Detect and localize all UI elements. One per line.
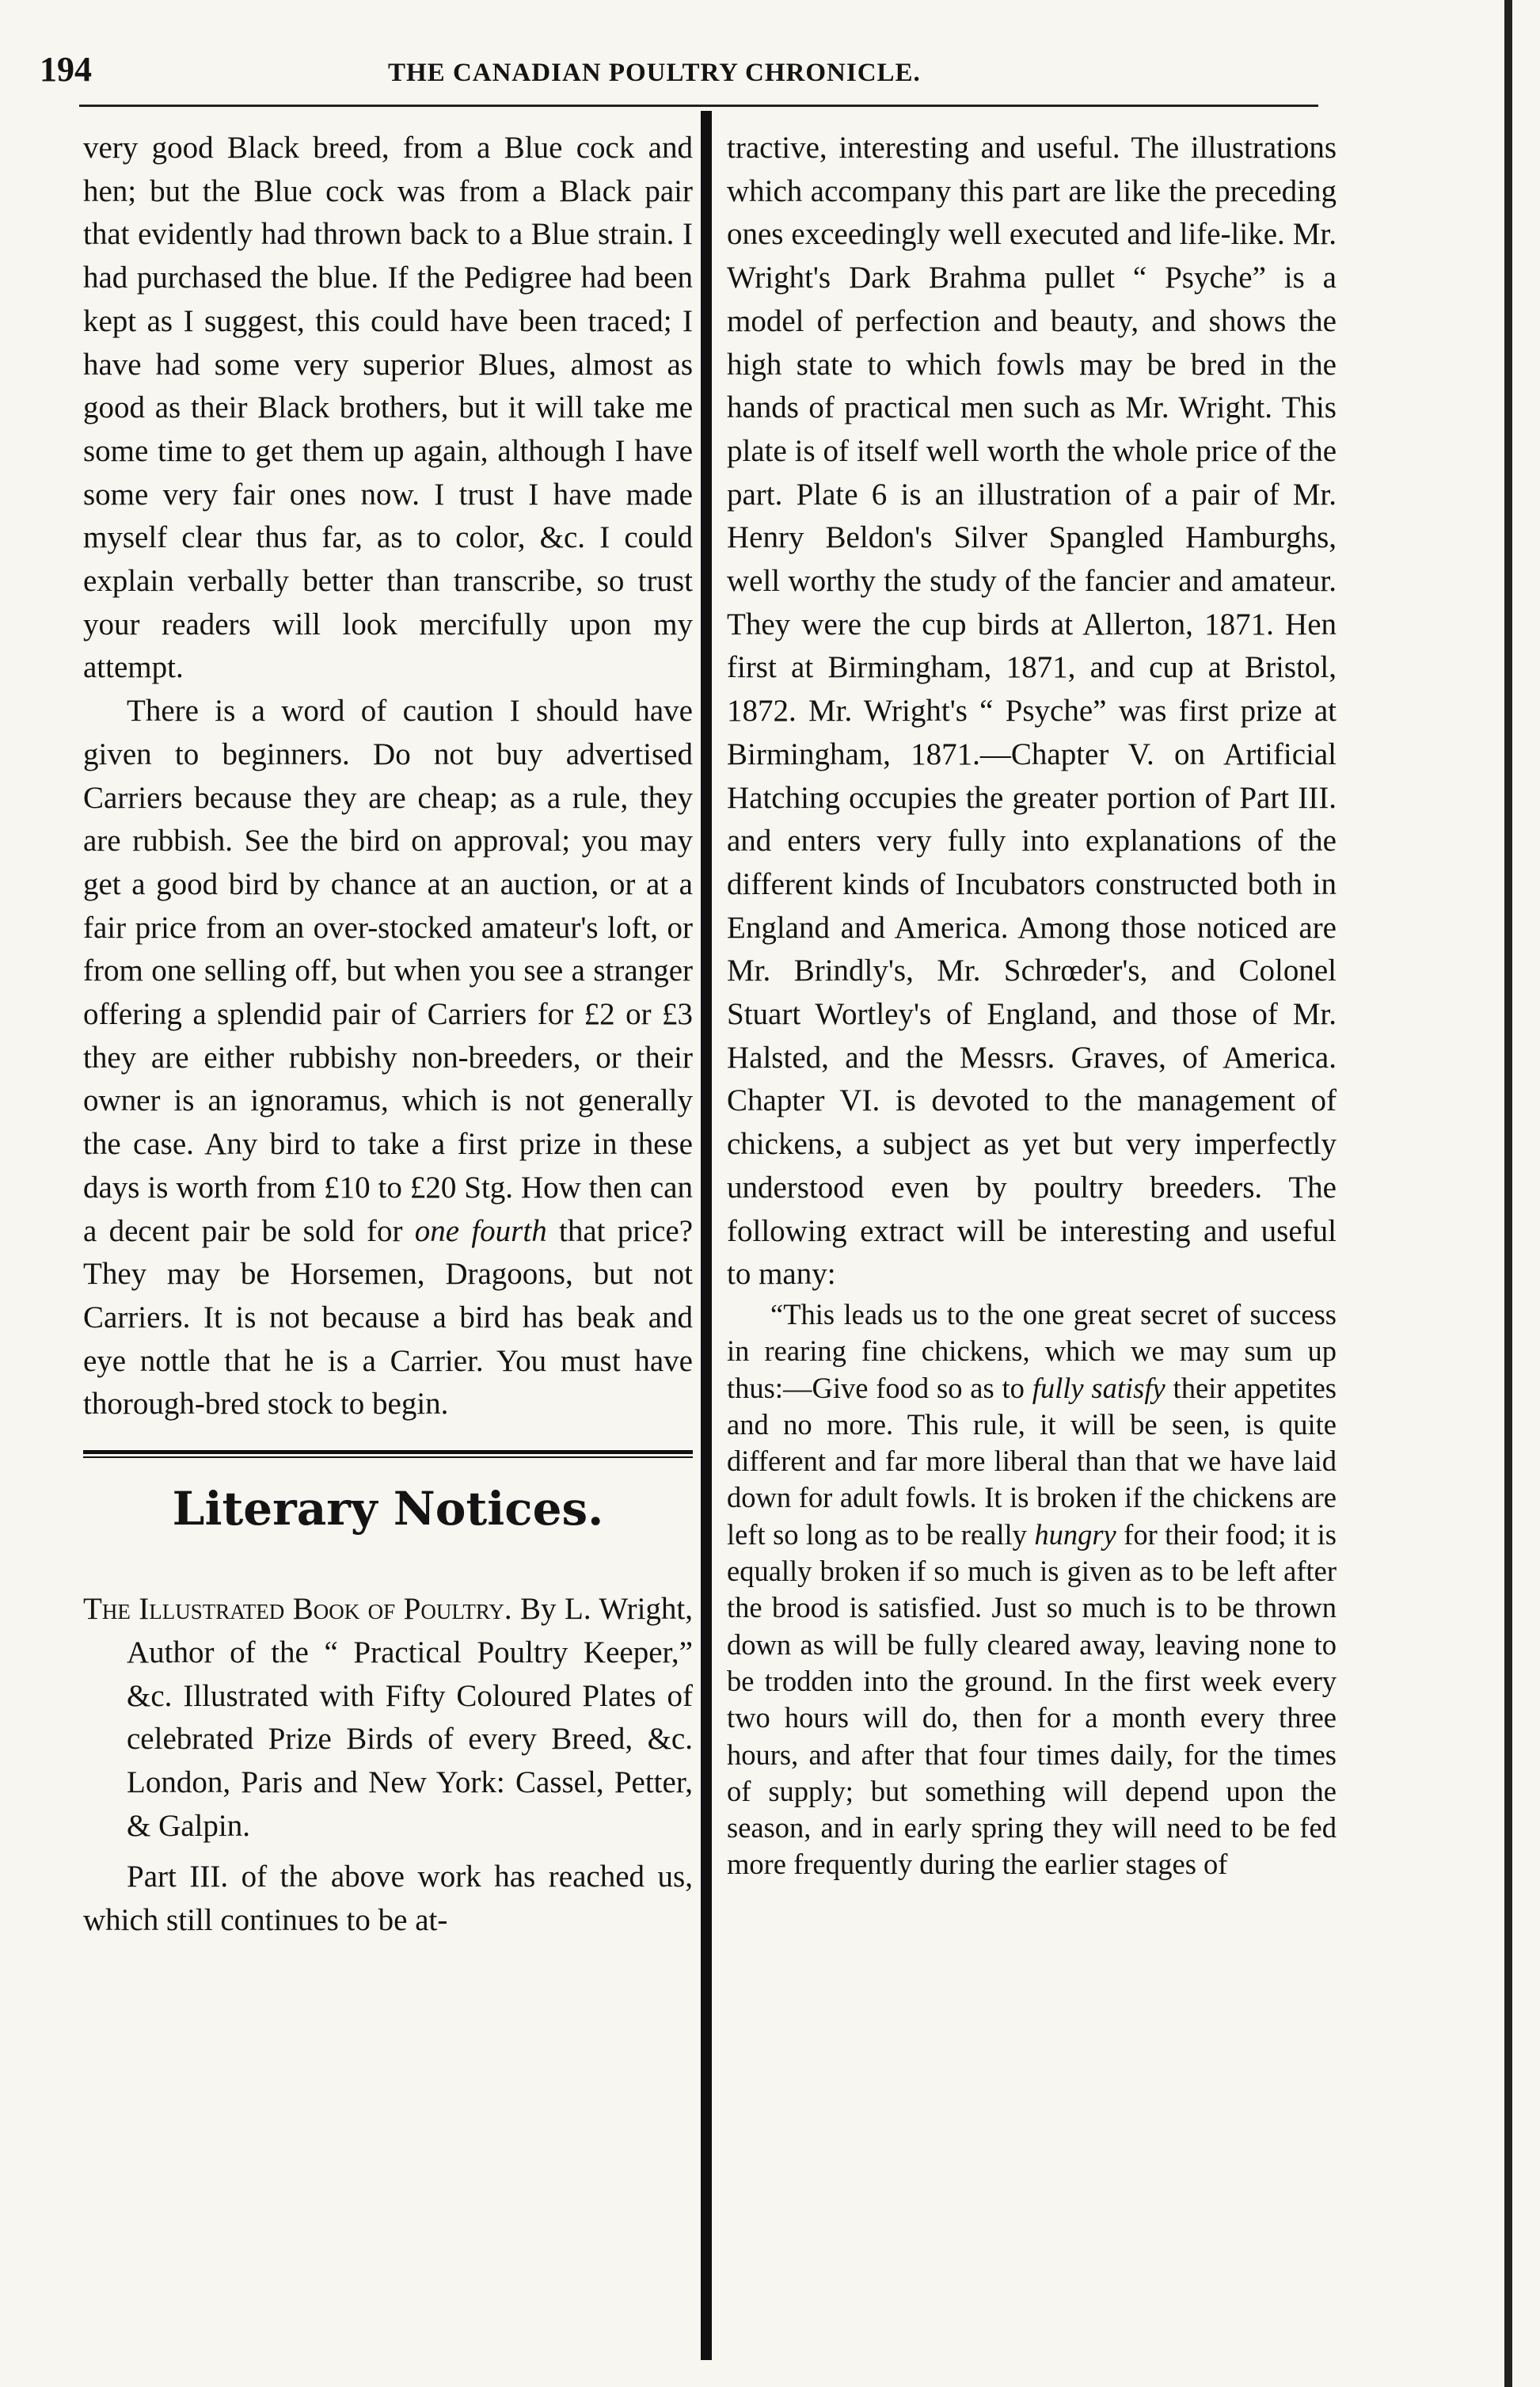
quote-text-3: for their food; it is equally broken if so much is given as to be left after the brood is satisfied. Just so much is to be thrown down as will be fully cleared away, leaving none to be trodden into the ground. In the first week every two hours will do, then for a month every three hours, and after that four times daily, for the times of supply; but something will depend upon the season, and in early spring they will need to be fed more frequently during the earlier stages of: [727, 1517, 1337, 1881]
review-book-details: By L. Wright, Author of the “ Practical Poultry Keeper,” &c. Illustrated with Fifty Coloured Plates of celebrated Prize Birds of every Breed, &c. London, Paris and New York: Cassel, Petter, & Galpin.: [127, 1592, 693, 1843]
running-title: THE CANADIAN POULTRY CHRONICLE.: [388, 59, 921, 87]
quote-text-1: “This leads us to the one great secret of success in rearing fine chickens, which we may sum up thus:—Give food so as to: [727, 1297, 1337, 1404]
quoted-extract: [727, 1296, 1337, 1883]
page-header: [40, 49, 1386, 97]
caution-text-1: There is a word of caution I should have given to beginners. Do not buy advertised Carriers because they are cheap; as a rule, they are rubbish. See the bird on approval; you may get a good bird by chance at an auction, or at a fair price from an over-stocked amateur's loft, or from one selling off, but when you see a stranger offering a splendid pair of Carriers for £2 or £3 they are either rubbishy non-breeders, or their owner is an ignoramus, which is not generally the case. Any bird to take a first prize in these days is worth from £10 to £20 Stg. How then can a decent pair be sold for: [83, 694, 693, 1248]
paragraph-review-body: tractive, interesting and useful. The illustrations which accompany this part are like the preceding ones exceedingly well executed and life-like. Mr. Wright's Dark Brahma pullet “ Psyche” is a model of perfection and beauty, and shows the high state to which fowls may be bred in the hands of practical men such as Mr. Wright. This plate is of itself well worth the whole price of the part. Plate 6 is an illustration of a pair of Mr. Henry Beldon's Silver Spangled Hamburghs, well worthy the study of the fancier and amateur. They were the cup birds at Allerton, 1871. Hen first at Birmingham, 1871, and cup at Bristol, 1872. Mr. Wright's “ Psyche” was first prize at Birmingham, 1871.—Chapter V. on Artificial Hatching occupies the greater portion of Part III. and enters very fully into explanations of the different kinds of Incubators constructed both in England and America. Among those noticed are Mr. Brindly's, Mr. Schrœder's, and Colonel Stuart Wortley's of England, and those of Mr. Halsted, and the Messrs. Graves, of America. Chapter VI. is devoted to the management of chickens, a subject as yet but very imperfectly understood even by poultry breeders. The following extract will be interesting and useful to many:: [727, 131, 1337, 1292]
binding-edge: [1504, 0, 1512, 2387]
paragraph-caution: [83, 690, 693, 1426]
caution-emphasis: one fourth: [414, 1213, 547, 1248]
section-divider: [83, 1450, 693, 1458]
quote-emphasis-1: fully satisfy: [1032, 1371, 1165, 1404]
caution-text-2: that price? They may be Horsemen, Dragoons, but not Carriers. It is not because a bird has beak and eye nottle that he is a Carrier. You must have thorough-bred stock to begin.: [83, 1213, 694, 1422]
paragraph-review-intro: Part III. of the above work has reached us, which still continues to be at-: [83, 1860, 693, 1938]
paragraph-pigeon-colors: very good Black breed, from a Blue cock and hen; but the Blue cock was from a Black pair that evidently had thrown back to a Blue strain. I had purchased the blue. If the Pedigree had been kept as I suggest, this could have been traced; I have had some very superior Blues, almost as good as their Black brothers, but it will take me some time to get them up again, although I have some very fair ones now. I trust I have made myself clear thus far, as to color, &c. I could explain verbally better than transcribe, so trust your readers will look mercifully upon my attempt.: [83, 131, 693, 685]
review-heading: [83, 1588, 693, 1848]
left-column: [83, 127, 693, 1943]
header-rule: [79, 105, 1318, 107]
quote-text-2: their appetites and no more. This rule, it will be seen, is quite different and far more liberal than that we have laid down for adult fowls. It is broken if the chickens are left so long as to be really: [727, 1371, 1337, 1551]
right-column: [727, 127, 1337, 1883]
section-title: Literary Notices.: [172, 1482, 604, 1536]
quote-emphasis-2: hungry: [1034, 1517, 1116, 1551]
review-book-title: The Illustrated Book of Poultry.: [83, 1592, 512, 1627]
page-number: 194: [40, 50, 92, 89]
column-divider: [701, 111, 712, 2360]
